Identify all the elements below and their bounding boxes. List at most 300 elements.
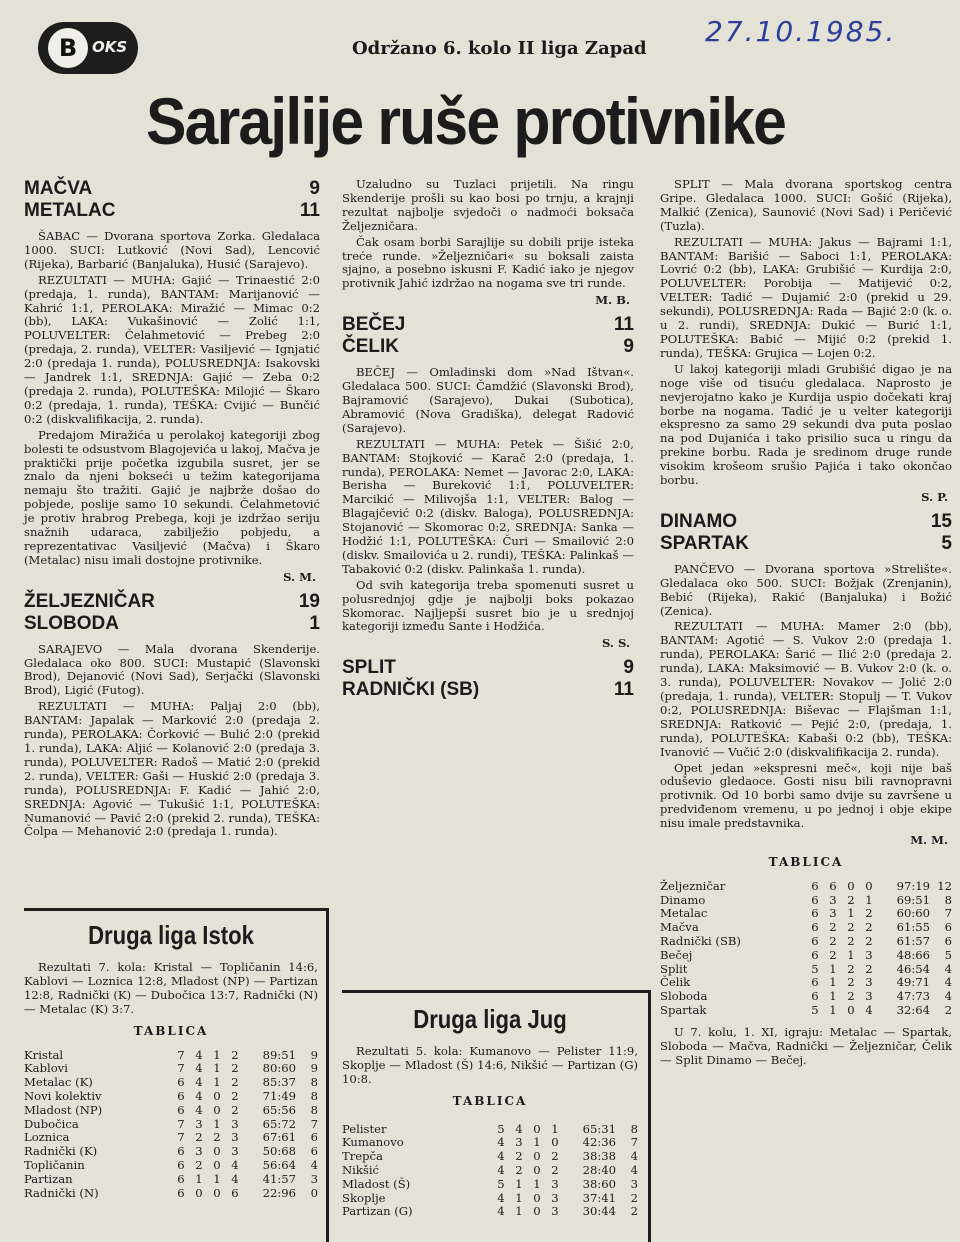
team-cell: Kristal [24,1047,64,1062]
team-cell: Nikšić [342,1163,380,1178]
table-row [342,1164,638,1178]
match5-away-row [660,533,952,555]
handwritten-date: 27.10.1985. [705,15,897,48]
jug-box [342,1002,638,1219]
points-cell: 6 [944,934,952,949]
points-cell: 3 [310,1171,318,1186]
won-cell: 4 [195,1061,203,1076]
team-name: SPLIT [342,657,396,679]
points-diff-cell: 41:57 [262,1171,296,1186]
paragraph: Čak osam borbi Sarajlije su dobili prije isteka treće runde. »Željezničari« su boksali zaista sjajno, a posebno iskusni F. Kadić iako je njegov protivnik Jahić izdržao na nogama sve tri runde. [342,234,634,291]
won-cell: 3 [829,906,837,921]
points-cell: 3 [630,1176,638,1191]
box-title: Druga liga Jug [413,1004,567,1034]
team-cell: Sloboda [660,989,708,1004]
table-row [342,1123,638,1137]
points-cell: 4 [630,1163,638,1178]
author-signature: S. M. [283,569,316,584]
played-cell: 7 [177,1130,185,1145]
lost-cell: 2 [865,961,873,976]
table-row [660,907,952,921]
lost-cell: 4 [865,1003,873,1018]
table-title: TABLICA [133,1023,209,1038]
paragraph: U lakoj kategoriji mladi Grubišić digao je na noge više od tisuću gledalaca. Naprosto je nevjerojatno kako je Kurdija uspio dočekati kraj borbe na nogama. Tadić je u velter kategoriji ekspresno za samo 29 sekundi dva puta poslao na pod Dujanića i tako prisilio suca u ringu da prekine borbu. Rada je sredinom druge runde visokim krošeom srušio Pajića i tako okončao borbu. [660,361,952,488]
team-score: 11 [613,314,634,336]
table-row [24,1131,318,1145]
paragraph: SPLIT — Mala dvorana sportskog centra Gripe. Gledalaca 1000. SUCI: Gošić (Rijeka), Malkić (Zenica), Saunović (Novi Sad) i Peričević (Tuzla). [660,177,952,233]
won-cell: 4 [195,1075,203,1090]
team-cell: Metalac (K) [24,1075,93,1090]
table-row [342,1205,638,1219]
team-cell: Kumanovo [342,1135,404,1150]
points-cell: 12 [937,878,952,893]
points-diff-cell: 30:44 [582,1204,616,1219]
match1-away-row [24,200,320,222]
drawn-cell: 0 [533,1190,541,1205]
match4-home-row [342,657,634,679]
team-cell: Loznica [24,1130,70,1145]
drawn-cell: 2 [847,920,855,935]
drawn-cell: 0 [213,1157,221,1172]
box-divider [648,990,651,1242]
team-cell: Dubočica [24,1116,79,1131]
lost-cell: 3 [865,947,873,962]
team-name: ČELIK [342,336,399,358]
played-cell: 4 [497,1204,505,1219]
team-cell: Željezničar [660,878,726,893]
points-diff-cell: 38:38 [582,1149,616,1164]
logo-ball: B [48,28,88,68]
round-results: Rezultati 5. kola: Kumanovo — Pelister 11:9, Skoplje — Mladost (Š) 14:6, Nikšić — Partizan (G) 10:8. [342,1044,638,1086]
points-diff-cell: 89:51 [262,1047,296,1062]
points-diff-cell: 80:60 [262,1061,296,1076]
team-score: 15 [930,510,952,532]
points-cell: 2 [944,1003,952,1018]
played-cell: 6 [811,989,819,1004]
lost-cell: 2 [551,1163,559,1178]
points-diff-cell: 32:64 [896,1003,930,1018]
team-cell: Mačva [660,920,699,935]
won-cell: 3 [195,1116,203,1131]
won-cell: 2 [515,1163,523,1178]
won-cell: 3 [515,1135,523,1150]
box-divider [342,990,648,993]
lost-cell: 3 [551,1190,559,1205]
points-diff-cell: 46:54 [896,961,930,976]
drawn-cell: 2 [213,1130,221,1145]
points-diff-cell: 48:66 [896,947,930,962]
lost-cell: 2 [551,1149,559,1164]
drawn-cell: 0 [213,1144,221,1159]
match2-home-row [24,591,320,613]
lost-cell: 3 [551,1176,559,1191]
table-row [342,1178,638,1192]
won-cell: 4 [195,1102,203,1117]
match4-away-row [342,679,634,701]
author-signature: S. S. [601,636,630,651]
lost-cell: 3 [231,1130,239,1145]
table-row [24,1145,318,1159]
team-name: SLOBODA [24,612,119,634]
points-cell: 8 [310,1088,318,1103]
points-cell: 5 [944,947,952,962]
table-row [660,935,952,949]
lost-cell: 3 [865,989,873,1004]
team-cell: Radnički (K) [24,1144,98,1159]
team-cell: Novi kolektiv [24,1088,102,1103]
lost-cell: 2 [231,1047,239,1062]
team-score: 11 [299,200,320,221]
paragraph: REZULTATI — MUHA: Paljaj 2:0 (bb), BANTAM: Japalak — Marković 2:0 (predaja 2. runda), PEROLAKA: Čorković — Bulić 2:0 (prekid 1. runda), LAKA: Aljić — Kolanović 2:0 (predaja 3. runda), POLUVELTER: Radoš — Matić 2:0 (prekid 2. runda), VELTER: Gaši — Huskić 2:0 (predaja 3. runda), POLUSREDNJA: F. Kadić — Jahić 2:0, SREDNJA: Agović — Tukušić 1:1, POLUTEŠKA: Numanović — Pavić 2:0 (prekid 2. runda), TEŠKA: Čolpa — Mehanović 2:0 (predaja 1. runda). [24,699,320,839]
lost-cell: 3 [231,1144,239,1159]
table-row [660,990,952,1004]
table-row [342,1136,638,1150]
won-cell: 1 [515,1176,523,1191]
played-cell: 6 [811,920,819,935]
paragraph: Predajom Miražića u perolakoj kategoriji zbog bolesti te odsustvom Blagojevića u lakoj, Mačva je praktički prije početka izgubila susret, jer se znalo da njeni bokseći u težim kategorijama nemaju što tražiti. Gajić je najbrže došao do pobjede, poslije samo 10 sekundi. Čelahmetović je protiv hrabrog Prebega, koji je izdržao seriju snažnih udaraca, zabilježio pobjedu, a reprezentativac Vasiljević (Mačva) i Škaro (Metalac) nisu imali dostojne protivnike. [24,427,320,567]
table-row [24,1104,318,1118]
played-cell: 7 [177,1116,185,1131]
match3-away-row [342,336,634,358]
won-cell: 6 [829,878,837,893]
points-cell: 9 [310,1047,318,1062]
team-score: 9 [623,336,634,358]
column-2 [342,178,634,709]
table-row [24,1062,318,1076]
won-cell: 1 [195,1171,203,1186]
paragraph: REZULTATI — MUHA: Mamer 2:0 (bb), BANTAM: Agotić — S. Vukov 2:0 (predaja 1. runda), PEROLAKA: Šarić — Ilić 2:0 (predaja 2. runda), LAKA: Maksimović — B. Vukov 2:0 (k. o. 3. runda), POLUVELTER: Novakov — Jolić 2:0 (predaja, 1. runda), VELTER: Stopulj — T. Vukov 0:2, POLUSREDNJA: Biševac — Flajšman 1:1, SREDNJA: Ratković — Pejić 2:0, (predaja, 1. runda), POLUTEŠKA: Kabaši 0:2 (bb), TEŠKA: Ivanović — Vučić 2:0 (diskvalifikacija 2. runda). [660,619,952,759]
team-cell: Partizan (G) [342,1204,413,1219]
points-diff-cell: 65:31 [582,1121,616,1136]
played-cell: 6 [177,1144,185,1159]
played-cell: 6 [811,892,819,907]
played-cell: 6 [177,1157,185,1172]
points-cell: 4 [944,975,952,990]
table-row [24,1118,318,1132]
won-cell: 2 [195,1157,203,1172]
won-cell: 2 [829,920,837,935]
won-cell: 1 [515,1204,523,1219]
paragraph: REZULTATI — MUHA: Petek — Šišić 2:0, BANTAM: Stojković — Karač 2:0 (predaja, 1. runda), PEROLAKA: Nemet — Javorac 2:0, LAKA: Berisha — Bureković 1:1, POLUVELTER: Marcikić — Milivojša 1:1, VELTER: Balog — Blagajčević 0:2 (diskv. Baloga), POLUSREDNJA: Stojanović — Skomorac 0:2, SREDNJA: Sanka — Hodžić 1:1, POLUTEŠKA: Čuri — Smailović 2:0 (diskv. Smailovića u 2. rundi), TEŠKA: Palinkaš — Tabaković 0:2 (diskv. Palinkaša 1. runda). [342,436,634,576]
paragraph: PANČEVO — Dvorana sportova »Strelište«. Gledalaca oko 500. SUCI: Božjak (Zrenjanin), Bebić (Rijeka), Rakić (Banjaluka) i Božić (Zenica). [660,561,952,618]
author-signature: M. B. [595,293,630,308]
author-signature: S. P. [921,489,948,504]
match2-away-row [24,613,320,635]
won-cell: 1 [829,1003,837,1018]
points-diff-cell: 69:51 [896,892,930,907]
drawn-cell: 0 [847,878,855,893]
team-cell: Metalac [660,906,708,921]
team-score: 19 [298,590,320,612]
drawn-cell: 1 [213,1075,221,1090]
table-row [342,1150,638,1164]
drawn-cell: 0 [533,1163,541,1178]
lost-cell: 2 [231,1061,239,1076]
paragraph: Od svih kategorija treba spomenuti susret u polusrednjoj gdje je najbolji boks pokazao Skomorac. Najljepši susret bio je u srednjoj kategoriji između Sante i Hodžića. [342,577,634,634]
lost-cell: 1 [551,1121,559,1136]
drawn-cell: 2 [847,892,855,907]
drawn-cell: 1 [533,1176,541,1191]
played-cell: 4 [497,1149,505,1164]
played-cell: 7 [177,1047,185,1062]
drawn-cell: 2 [847,961,855,976]
table-row [660,921,952,935]
drawn-cell: 0 [213,1088,221,1103]
points-cell: 6 [310,1144,318,1159]
won-cell: 4 [195,1047,203,1062]
team-cell: Mladost (NP) [24,1102,103,1117]
won-cell: 4 [195,1088,203,1103]
kicker: Održano 6. kolo II liga Zapad [352,38,647,59]
column-3 [660,178,952,1070]
paragraph: ŠABAC — Dvorana sportova Zorka. Gledalaca 1000. SUCI: Lutković (Novi Sad), Lencović (Rijeka), Barbarić (Banjaluka), Husić (Sarajevo). [24,229,320,271]
table-row [24,1049,318,1063]
played-cell: 6 [177,1088,185,1103]
points-diff-cell: 28:40 [582,1163,616,1178]
won-cell: 3 [829,892,837,907]
drawn-cell: 1 [847,947,855,962]
team-cell: Mladost (Š) [342,1176,411,1191]
team-name: ŽELJEZNIČAR [24,590,155,612]
team-cell: Partizan [24,1171,73,1186]
points-diff-cell: 61:57 [896,934,930,949]
table-row [660,976,952,990]
table-title: TABLICA [768,854,844,869]
column-1 [24,178,320,841]
next-round: U 7. kolu, 1. XI, igraju: Metalac — Spartak, Sloboda — Mačva, Radnički — Željezničar, Čelik — Split Dinamo — Bečej. [660,1024,952,1067]
drawn-cell: 2 [847,934,855,949]
won-cell: 1 [829,961,837,976]
team-score: 1 [309,612,320,634]
drawn-cell: 1 [213,1047,221,1062]
points-diff-cell: 47:73 [896,989,930,1004]
points-cell: 6 [310,1130,318,1145]
lost-cell: 6 [231,1185,239,1200]
points-diff-cell: 50:68 [262,1144,296,1159]
points-diff-cell: 85:37 [262,1075,296,1090]
match1-home-row [24,178,320,200]
lost-cell: 3 [231,1116,239,1131]
team-cell: Čelik [660,975,691,990]
istok-box [24,918,318,1200]
won-cell: 1 [829,989,837,1004]
points-cell: 2 [630,1204,638,1219]
table-row [660,963,952,977]
paragraph: BEČEJ — Omladinski dom »Nad Ištvan«. Gledalaca 500. SUCI: Čamdžić (Slavonski Brod), Bajramović (Sarajevo), Dukai (Subotica), Abramović (Nova Gradiška), delegat Radović (Sarajevo). [342,365,634,435]
played-cell: 6 [811,906,819,921]
drawn-cell: 1 [213,1116,221,1131]
points-cell: 8 [310,1075,318,1090]
standings-table-istok [24,1049,318,1201]
drawn-cell: 1 [213,1171,221,1186]
table-row [660,880,952,894]
team-cell: Radnički (SB) [660,934,741,949]
team-cell: Split [660,961,688,976]
table-row [660,1004,952,1018]
team-name: DINAMO [660,510,738,532]
drawn-cell: 1 [213,1061,221,1076]
played-cell: 5 [811,961,819,976]
box-divider [326,908,329,1242]
points-diff-cell: 49:71 [896,975,930,990]
points-diff-cell: 67:61 [262,1130,296,1145]
drawn-cell: 2 [847,975,855,990]
drawn-cell: 0 [213,1185,221,1200]
points-cell: 7 [310,1116,318,1131]
points-cell: 7 [944,906,952,921]
match5-home-row [660,511,952,533]
won-cell: 0 [195,1185,203,1200]
team-cell: Spartak [660,1003,707,1018]
lost-cell: 4 [231,1157,239,1172]
lost-cell: 0 [551,1135,559,1150]
table-row [24,1076,318,1090]
played-cell: 6 [177,1171,185,1186]
points-cell: 8 [310,1102,318,1117]
played-cell: 4 [497,1163,505,1178]
won-cell: 1 [829,975,837,990]
drawn-cell: 2 [847,989,855,1004]
table-title: TABLICA [452,1093,528,1108]
points-cell: 6 [944,920,952,935]
paragraph: REZULTATI — MUHA: Gajić — Trinaestić 2:0 (predaja, 1. runda), BANTAM: Marijanović — Kahrić 1:1, PEROLAKA: Miražić — Mimac 0:2 (bb), LAKA: Vukašinović — Zolić 1:1, POLUVELTER: Čelahmetović — Prebeg 2:0 (predaja, 2. runda), VELTER: Vasiljević — Ignjatić 2:0 (predaja 1. runda), POLUSREDNJA: Isakovski — Jandrek 1:1, SREDNJA: Gajić — Zeba 0:2 (predaja 2. runda), POLUTEŠKA: Milojić — Škaro 0:2 (predaja, 1. runda), TEŠKA: Cvijić — Bunčić 0:2 (diskvalifikacija, 2. runda). [24,272,320,426]
played-cell: 6 [811,934,819,949]
author-signature: M. M. [910,833,948,848]
played-cell: 6 [177,1102,185,1117]
points-diff-cell: 71:49 [262,1088,296,1103]
won-cell: 2 [515,1149,523,1164]
team-score: 9 [623,657,634,679]
lost-cell: 2 [865,920,873,935]
points-cell: 8 [630,1121,638,1136]
won-cell: 2 [829,934,837,949]
played-cell: 4 [497,1190,505,1205]
won-cell: 3 [195,1144,203,1159]
paragraph: Opet jedan »ekspresni meč«, koji nije baš oduševio gledaoce. Gosti nisu bili ravnopravni protivnik. Od 10 borbi samo dvije su završene u predviđenom vremenu, u po jednoj i obje ekipe nisu imale predstavnika. [660,760,952,831]
logo-text: OKS [92,38,128,56]
box-title: Druga liga Istok [88,920,254,950]
played-cell: 5 [811,1003,819,1018]
played-cell: 6 [811,878,819,893]
played-cell: 6 [177,1185,185,1200]
paragraph: REZULTATI — MUHA: Jakus — Bajrami 1:1, BANTAM: Barišić — Saboci 1:1, PEROLAKA: Lovrić 0:2 (bb), LAKA: Grubišić — Kurdija 2:0, POLUVELTER: Porobija — Matijević 0:2, VELTER: Tadić — Dujamić 2:0 (prekid u 29. sekundi), POLUSREDNJA: Rada — Bajić 2:0 (k. o. u 2. rundi), SREDNJA: Dukić — Burić 1:1, POLUTEŠKA: Babić — Mijić 0:2 (prekid 1. runda), TEŠKA: Grujica — Lojen 0:2. [660,234,952,360]
points-diff-cell: 65:56 [262,1102,296,1117]
points-cell: 0 [310,1185,318,1200]
points-diff-cell: 38:60 [582,1176,616,1191]
played-cell: 7 [177,1061,185,1076]
drawn-cell: 0 [533,1121,541,1136]
team-name: MAČVA [24,178,93,199]
team-name: METALAC [24,200,116,221]
team-cell: Trepča [342,1149,383,1164]
points-diff-cell: 56:64 [262,1157,296,1172]
won-cell: 2 [829,947,837,962]
drawn-cell: 1 [847,906,855,921]
team-cell: Pelister [342,1121,387,1136]
played-cell: 5 [497,1176,505,1191]
won-cell: 2 [195,1130,203,1145]
standings-table-zapad [660,880,952,1018]
played-cell: 4 [497,1135,505,1150]
lost-cell: 1 [865,892,873,907]
points-cell: 9 [310,1061,318,1076]
lost-cell: 4 [231,1171,239,1186]
points-cell: 7 [630,1135,638,1150]
team-cell: Dinamo [660,892,706,907]
team-score: 5 [941,532,952,554]
points-diff-cell: 65:72 [262,1116,296,1131]
table-row [660,894,952,908]
played-cell: 6 [811,947,819,962]
played-cell: 6 [811,975,819,990]
table-row [342,1192,638,1206]
team-score: 11 [613,679,634,701]
drawn-cell: 0 [847,1003,855,1018]
drawn-cell: 0 [533,1204,541,1219]
lost-cell: 2 [231,1075,239,1090]
table-row [24,1159,318,1173]
table-row [660,949,952,963]
lost-cell: 2 [865,934,873,949]
table-row [24,1090,318,1104]
points-diff-cell: 61:55 [896,920,930,935]
paragraph: Uzaludno su Tuzlaci prijetili. Na ringu Skenderije prošli su kao bosi po trnju, a krajnji rezultat najbolje svjedoči o nadmoći boksača Željezničara. [342,177,634,233]
drawn-cell: 1 [533,1135,541,1150]
points-diff-cell: 97:19 [896,878,930,893]
boks-logo [38,22,138,74]
team-score: 9 [309,178,320,199]
points-cell: 2 [630,1190,638,1205]
lost-cell: 2 [231,1088,239,1103]
paragraph: SARAJEVO — Mala dvorana Skenderije. Gledalaca oko 800. SUCI: Mustapić (Slavonski Brod), Dejanović (Novi Sad), Serjački (Slavonski Brod), Ligić (Futog). [24,641,320,698]
won-cell: 1 [515,1190,523,1205]
lost-cell: 3 [551,1204,559,1219]
played-cell: 6 [177,1075,185,1090]
team-name: RADNIČKI (SB) [342,679,480,701]
points-cell: 8 [944,892,952,907]
won-cell: 4 [515,1121,523,1136]
lost-cell: 2 [865,906,873,921]
points-cell: 4 [944,989,952,1004]
points-cell: 4 [944,961,952,976]
lost-cell: 2 [231,1102,239,1117]
team-cell: Bečej [660,947,693,962]
drawn-cell: 0 [533,1149,541,1164]
points-diff-cell: 37:41 [582,1190,616,1205]
points-diff-cell: 42:36 [582,1135,616,1150]
table-row [24,1187,318,1201]
points-cell: 4 [310,1157,318,1172]
team-name: SPARTAK [660,532,750,554]
table-row [24,1173,318,1187]
lost-cell: 3 [865,975,873,990]
team-cell: Skoplje [342,1190,386,1205]
lost-cell: 0 [865,878,873,893]
points-diff-cell: 60:60 [896,906,930,921]
team-cell: Radnički (N) [24,1185,99,1200]
round-results: Rezultati 7. kola: Kristal — Topličanin 14:6, Kablovi — Loznica 12:8, Mladost (NP) — Partizan 12:8, Radnički (K) — Dubočica 13:7, Radnički (N) — Metalac (K) 3:7. [24,960,318,1016]
match3-home-row [342,314,634,336]
box-divider [24,908,328,911]
headline: Sarajlije ruše protivnike [146,84,786,158]
team-name: BEČEJ [342,314,406,336]
team-cell: Kablovi [24,1061,68,1076]
played-cell: 5 [497,1121,505,1136]
drawn-cell: 0 [213,1102,221,1117]
points-cell: 4 [630,1149,638,1164]
points-diff-cell: 22:96 [262,1185,296,1200]
team-cell: Topličanin [24,1157,85,1172]
